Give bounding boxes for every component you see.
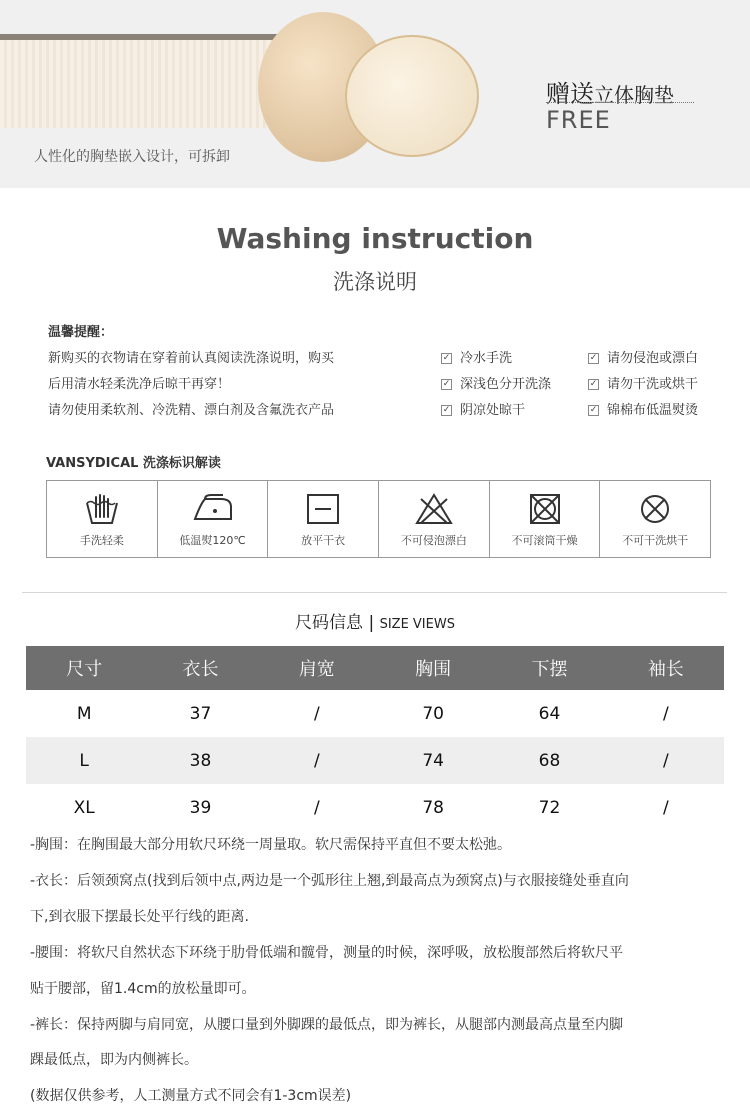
table-row: [26, 737, 724, 784]
column-header: 尺寸: [26, 646, 142, 690]
care-symbols-title: VANSYDICAL 洗涤标识解读: [46, 456, 221, 471]
table-cell: 78: [422, 797, 444, 818]
table-cell: 68: [491, 737, 607, 784]
column-header: 胸围: [375, 646, 491, 690]
column-header: 衣长: [142, 646, 258, 690]
banner-caption: 人性化的胸垫嵌入设计，可拆卸: [34, 149, 230, 165]
symbol-label: 手洗轻柔: [79, 534, 124, 547]
table-cell: XL: [73, 797, 95, 818]
size-title-cn: 尺码信息: [295, 613, 364, 633]
washing-title-en: Washing instruction: [216, 222, 534, 255]
washing-title-cn: 洗涤说明: [333, 270, 417, 294]
check-box-icon: ✓: [442, 379, 451, 389]
tip-line: 后用清水轻柔洗净后晾干再穿！: [48, 377, 231, 392]
gift-lead: 赠送: [546, 80, 594, 108]
bra-pad-image-front: [345, 35, 479, 157]
symbol-cell: [379, 481, 490, 557]
no-tumble-dry-icon: [529, 493, 561, 525]
size-table: [26, 646, 724, 831]
care-item: ✓ 深浅色分开洗涤: [442, 377, 552, 392]
table-cell: /: [259, 737, 375, 784]
measure-note: 下,到衣服下摆最长处平行线的距离.: [30, 909, 249, 925]
no-dry-clean-icon: [639, 493, 671, 525]
table-cell: L: [26, 737, 142, 784]
measure-note: -裤长：保持两脚与肩同宽，从腰口量到外脚踝的最低点，即为裤长，从腿部内测最高点量至内脚: [30, 1017, 624, 1033]
care-item: ✓ 锦棉布低温熨烫: [589, 403, 699, 418]
check-box-icon: ✓: [589, 379, 598, 389]
measure-note: 贴于腰部，留1.4cm的放松量即可。: [30, 981, 256, 997]
measure-note: -胸围：在胸围最大部分用软尺环绕一周量取。软尺需保持平直但不要太松弛。: [30, 837, 512, 853]
care-item: ✓ 请勿侵泡或漂白: [589, 351, 699, 366]
table-cell: M: [76, 703, 92, 724]
tip-line: 新购买的衣物请在穿着前认真阅读洗涤说明，购买: [48, 351, 335, 366]
table-cell: 37: [189, 703, 212, 724]
table-cell: 72: [538, 797, 561, 818]
measure-note: 踝最低点，即为内侧裤长。: [30, 1052, 198, 1068]
table-cell: 70: [422, 703, 444, 724]
symbol-label: 放平干衣: [301, 534, 346, 547]
table-cell: /: [608, 737, 724, 784]
table-cell: 38: [142, 737, 258, 784]
check-box-icon: ✓: [442, 353, 451, 363]
table-cell: 64: [538, 703, 561, 724]
gift-item: 立体胸垫: [594, 83, 674, 107]
gift-divider: [546, 102, 694, 103]
table-cell: 39: [189, 797, 212, 818]
table-cell: /: [313, 703, 320, 724]
size-title-en: SIZE VIEWS: [379, 617, 455, 632]
table-row: [26, 784, 724, 831]
symbol-label: 不可侵泡漂白: [400, 534, 467, 547]
size-section-title: [0, 608, 750, 633]
symbol-label: 不可滚筒干燥: [511, 534, 578, 547]
no-bleach-icon: [415, 493, 453, 525]
disclaimer: (数据仅供参考，人工测量方式不同会有1-3cm误差): [30, 1088, 352, 1104]
table-cell: 74: [375, 737, 491, 784]
size-title-separator: |: [368, 613, 375, 633]
measure-note: -腰围：将软尺自然状态下环绕于肋骨低端和髋骨，测量的时候，深呼吸，放松腹部然后将软尺平: [30, 945, 624, 961]
care-item: ✓ 阴凉处晾干: [442, 403, 526, 418]
symbol-cell: [268, 481, 379, 557]
gift-heading: [546, 74, 674, 109]
care-symbols-grid: [46, 480, 711, 558]
column-header: 肩宽: [259, 646, 375, 690]
hand-wash-icon: [84, 493, 120, 527]
iron-low-icon: [191, 493, 235, 523]
free-label: FREE: [546, 106, 611, 134]
table-cell: /: [313, 797, 320, 818]
symbol-cell: [158, 481, 269, 557]
column-header: 下摆: [491, 646, 607, 690]
check-box-icon: ✓: [589, 353, 598, 363]
measure-note: -衣长：后领颈窝点(找到后领中点,两边是一个弧形往上翘,到最高点为颈窝点)与衣服接缝处垂直向: [30, 873, 629, 889]
symbol-label: 不可干洗烘干: [622, 534, 689, 547]
care-item: ✓ 请勿干洗或烘干: [589, 377, 699, 392]
check-box-icon: ✓: [589, 405, 598, 415]
tip-line: 请勿使用柔软剂、冷洗精、漂白剂及含氟洗衣产品: [48, 403, 335, 418]
dry-flat-icon: [306, 493, 340, 525]
check-box-icon: ✓: [442, 405, 451, 415]
table-header-row: [26, 646, 724, 690]
table-row: [26, 690, 724, 737]
table-cell: /: [662, 703, 669, 724]
symbol-cell: [47, 481, 158, 557]
symbol-cell: [600, 481, 710, 557]
table-cell: /: [662, 797, 669, 818]
product-banner: [0, 0, 750, 188]
tips-title: 温馨提醒：: [48, 325, 114, 340]
symbol-cell: [490, 481, 601, 557]
symbol-label: 低温熨120℃: [179, 534, 246, 547]
section-divider: [22, 592, 727, 593]
care-item: ✓ 冷水手洗: [442, 351, 513, 366]
column-header: 袖长: [608, 646, 724, 690]
